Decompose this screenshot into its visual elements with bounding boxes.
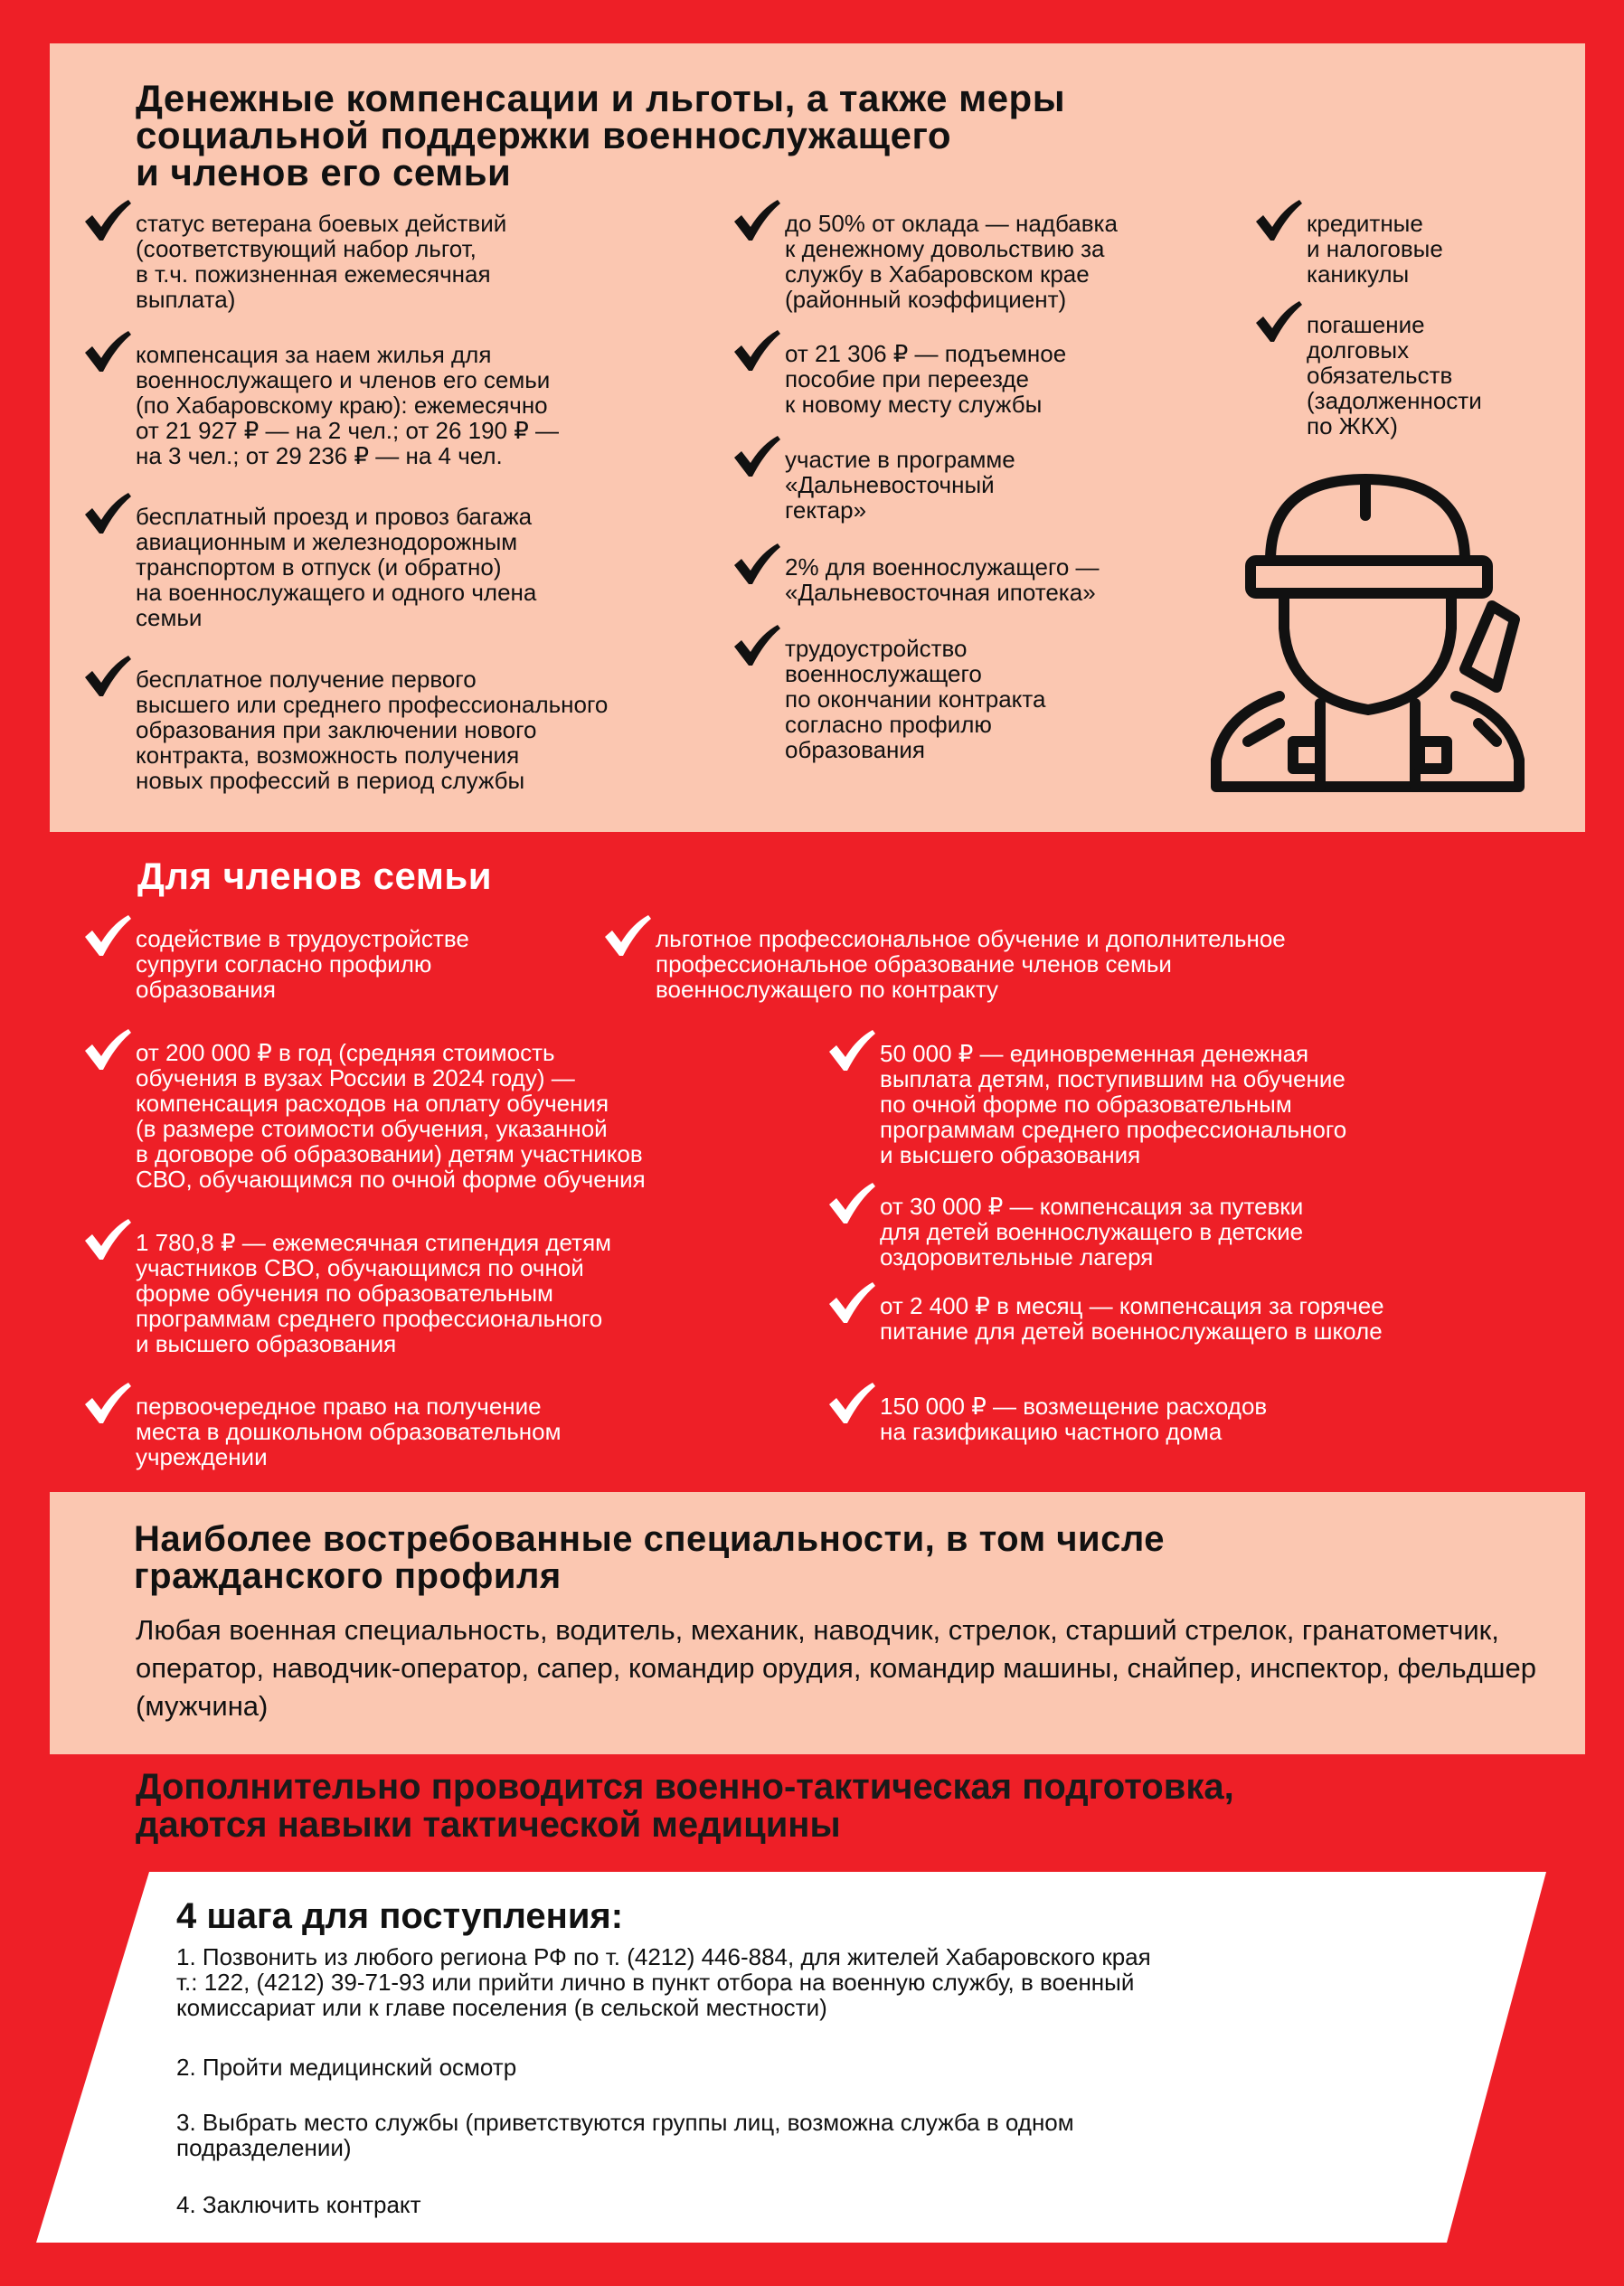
checkmark-icon [732,198,781,245]
benefit-item: 2% для военнослужащего — «Дальневосточная ипотека» [732,554,1239,605]
checkmark-icon [732,328,781,375]
checkmark-icon [827,1381,876,1428]
family-benefit-item: льготное профессиональное обучение и дополнительное профессиональное образование членов семьи военнослужащего по контракту [603,926,1562,1002]
checkmark-icon [83,329,132,376]
checkmark-icon [83,491,132,538]
checkmark-icon [83,198,132,245]
step-item: 2. Пройти медицинский осмотр [176,2054,517,2081]
family-benefit-item: от 30 000 ₽ — компенсация за путевки для детей военнослужащего в детские оздоровительные лагеря [827,1194,1587,1270]
benefit-item: статус ветерана боевых действий (соответствующий набор льгот, в т.ч. пожизненная ежемесячная выплата) [83,211,716,312]
family-benefit-item: 150 000 ₽ — возмещение расходов на газификацию частного дома [827,1393,1587,1444]
checkmark-icon [827,1028,876,1075]
family-benefit-item: первоочередное право на получение места в дошкольном образовательном учреждении [83,1393,861,1469]
benefit-item: до 50% от оклада — надбавка к денежному довольствию за службу в Хабаровском крае (районный коэффициент) [732,211,1239,312]
family-benefit-item: содействие в трудоустройстве супруги согласно профилю образования [83,926,608,1002]
benefit-item: компенсация за наем жилья для военнослужащего и членов его семьи (по Хабаровскому краю): ежемесячно от 21 927 ₽ — на 2 чел.; от 26 190 ₽ — на 3 чел.; от 29 236 ₽ — на 4 чел. [83,342,716,468]
benefit-item: трудоустройство военнослужащего по окончании контракта согласно профилю образования [732,636,1239,762]
checkmark-icon [83,1381,132,1428]
checkmark-icon [732,623,781,670]
benefits-title: Денежные компенсации и льготы, а также меры социальной поддержки военнослужащего и членов его семьи [136,77,1066,194]
checkmark-icon [827,1280,876,1327]
step-item: 3. Выбрать место службы (приветствуются группы лиц, возможна служба в одном подразделении) [176,2109,1074,2161]
family-benefit-item: от 2 400 ₽ в месяц — компенсация за горячее питание для детей военнослужащего в школе [827,1293,1605,1344]
checkmark-icon [83,1027,132,1074]
family-benefit-item: 50 000 ₽ — единовременная денежная выплата детям, поступившим на обучение по очной форме по образовательным программам среднего профессионального и высшего образования [827,1041,1587,1167]
step-item: 1. Позвонить из любого региона РФ по т. (4212) 446-884, для жителей Хабаровского края т.: 122, (4212) 39-71-93 или прийти лично в пункт отбора на военную службу, в военный комиссариат или к главе поселения (в сельской местности) [176,1943,1151,2021]
steps-title: 4 шага для поступления: [176,1896,624,1936]
checkmark-icon [1254,198,1303,245]
checkmark-icon [603,913,652,960]
benefit-item: бесплатный проезд и провоз багажа авиационным и железнодорожным транспортом в отпуск (и обратно) на военнослужащего и одного члена семьи [83,504,716,630]
family-benefit-item: 1 780,8 ₽ — ежемесячная стипендия детям участников СВО, обучающимся по очной форме обучения по образовательным программам среднего профессионального и высшего образования [83,1230,861,1356]
benefit-item: участие в программе «Дальневосточный гектар» [732,447,1239,523]
benefit-item: кредитные и налоговые каникулы [1254,211,1553,287]
step-item: 4. Заключить контракт [176,2191,421,2218]
benefit-item: бесплатное получение первого высшего или среднего профессионального образования при заключении нового контракта, возможность получения новых профессий в период службы [83,666,770,793]
specialties-list: Любая военная специальность, водитель, механик, наводчик, стрелок, старший стрелок, гранатометчик, оператор, наводчик-оператор, сапер, командир орудия, командир машины, снайпер, инспектор, фельдшер (мужчина) [136,1614,1537,1722]
checkmark-icon [83,654,132,701]
family-title: Для членов семьи [137,855,493,897]
checkmark-icon [83,1217,132,1264]
checkmark-icon [732,542,781,589]
family-benefit-item: от 200 000 ₽ в год (средняя стоимость обучения в вузах России в 2024 году) — компенсация расходов на оплату обучения (в размере стоимости обучения, указанной в договоре об образовании) детям участников СВО, обучающимся по очной форме обучения [83,1040,897,1192]
checkmark-icon [827,1181,876,1228]
benefit-item: погашение долговых обязательств (задолженности по ЖКХ) [1254,312,1553,439]
checkmark-icon [732,434,781,481]
extra-training-note: Дополнительно проводится военно-тактическая подготовка, даются навыки тактической медицины [136,1767,1234,1845]
specialties-title: Наиболее востребованные специальности, в том числе гражданского профиля [134,1519,1165,1596]
checkmark-icon [83,913,132,960]
soldier-helmet-icon [1207,470,1528,796]
benefit-item: от 21 306 ₽ — подъемное пособие при переезде к новому месту службы [732,341,1239,417]
checkmark-icon [1254,299,1303,346]
